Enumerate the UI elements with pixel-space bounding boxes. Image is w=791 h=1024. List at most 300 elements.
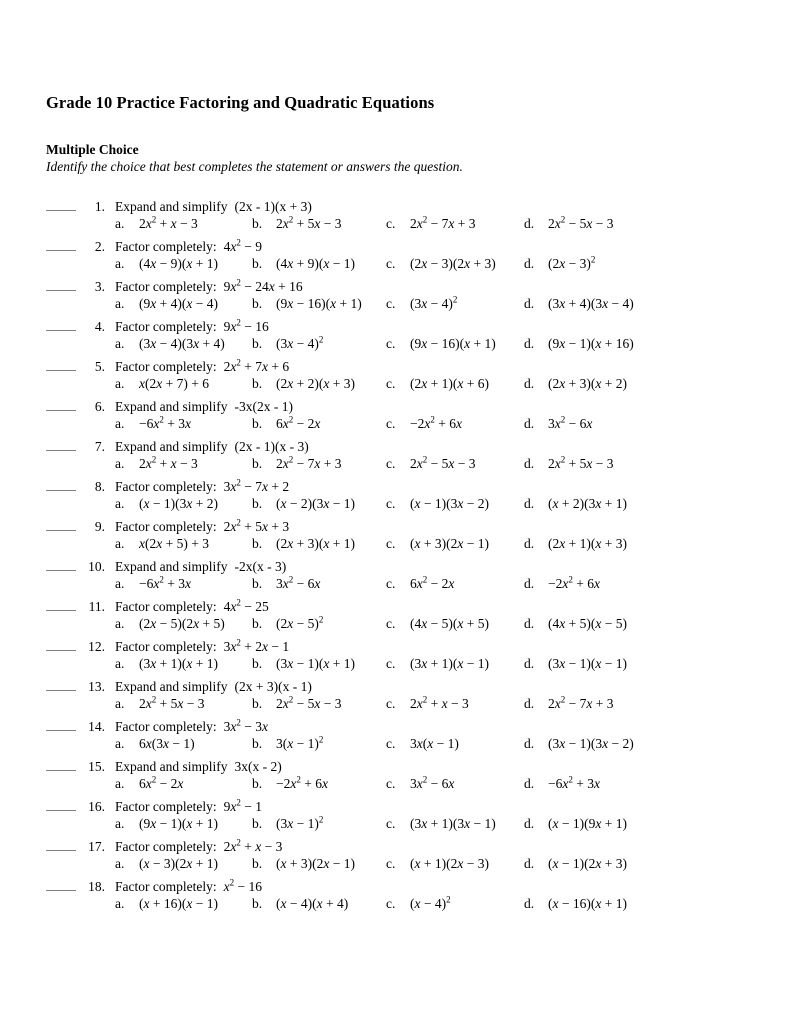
option-letter: c. xyxy=(386,656,396,671)
option-expression: x(2x + 5) + 3 xyxy=(139,536,209,551)
options-row xyxy=(115,256,751,272)
option-expression: (2x + 2)(x + 3) xyxy=(276,376,355,391)
question-prompt: Expand and simplify xyxy=(115,199,228,214)
option-c xyxy=(386,816,524,832)
question-number: 4. xyxy=(94,319,105,334)
option-letter: d. xyxy=(524,656,535,671)
option-letter: c. xyxy=(386,336,396,351)
answer-blank xyxy=(46,278,76,291)
question-expression: $9x^2 - 16$ xyxy=(223,317,269,334)
option-b xyxy=(252,736,386,752)
question-stem-row xyxy=(46,678,751,695)
option-a xyxy=(115,856,252,872)
option-a xyxy=(115,736,252,752)
question-stem xyxy=(115,279,303,294)
option-expression: (x + 3)(2x − 1) xyxy=(410,536,489,551)
option-b xyxy=(252,656,386,672)
option-letter: d. xyxy=(524,496,535,511)
options-row xyxy=(115,336,751,352)
option-expression: $2x^2 - 7x + 3$ xyxy=(548,694,614,711)
answer-blank xyxy=(46,598,76,611)
option-expression: $-2x^2 + 6x$ xyxy=(410,414,462,431)
answer-blank xyxy=(46,798,76,811)
question xyxy=(46,518,751,552)
option-letter: c. xyxy=(386,296,396,311)
option-expression: (2x − 5)(2x + 5) xyxy=(139,616,225,631)
option-expression: $(3x - 4)^2$ xyxy=(276,334,324,351)
question-stem xyxy=(115,719,268,734)
question-stem xyxy=(115,319,269,334)
question-stem xyxy=(115,599,269,614)
option-letter: d. xyxy=(524,816,535,831)
option-expression: $(3x - 4)^2$ xyxy=(410,294,458,311)
question-prompt: Expand and simplify xyxy=(115,679,228,694)
option-a xyxy=(115,296,252,312)
question-stem-row xyxy=(46,558,751,575)
question-expression: $9x^2 - 24x + 16$ xyxy=(223,277,303,294)
question-stem-row xyxy=(46,798,751,815)
option-expression: (4x + 9)(x − 1) xyxy=(276,256,355,271)
option-expression: (9x − 1)(x + 16) xyxy=(548,336,634,351)
option-letter: d. xyxy=(524,616,535,631)
question-stem-row xyxy=(46,398,751,415)
option-expression: (3x + 1)(x + 1) xyxy=(139,656,218,671)
question-expression: $4x^2 - 9$ xyxy=(223,237,262,254)
option-expression: $2x^2 + x - 3$ xyxy=(139,454,198,471)
question xyxy=(46,318,751,352)
option-letter: b. xyxy=(252,296,263,311)
option-letter: b. xyxy=(252,656,263,671)
option-letter: b. xyxy=(252,456,263,471)
option-expression: $6x^2 - 2x$ xyxy=(276,414,321,431)
option-expression: (2x + 1)(x + 3) xyxy=(548,536,627,551)
option-expression: (3x − 4)(3x + 4) xyxy=(139,336,225,351)
option-letter: a. xyxy=(115,536,125,551)
option-a xyxy=(115,256,252,272)
question-stem xyxy=(115,799,262,814)
question xyxy=(46,558,751,592)
options-row xyxy=(115,656,751,672)
question-expression: $x^2 - 16$ xyxy=(223,877,262,894)
question-expression: (2x - 1)(x + 3) xyxy=(234,199,312,214)
option-expression: $3x^2 - 6x$ xyxy=(410,774,455,791)
question-stem xyxy=(115,559,286,574)
option-expression: (4x − 9)(x + 1) xyxy=(139,256,218,271)
question xyxy=(46,438,751,472)
option-letter: d. xyxy=(524,256,535,271)
question-stem xyxy=(115,639,289,654)
option-letter: d. xyxy=(524,736,535,751)
option-d xyxy=(524,496,751,512)
option-letter: a. xyxy=(115,776,125,791)
question-stem-row xyxy=(46,278,751,295)
options-row xyxy=(115,216,751,232)
option-c xyxy=(386,416,524,432)
option-expression: 6x(3x − 1) xyxy=(139,736,195,751)
option-letter: d. xyxy=(524,696,535,711)
option-a xyxy=(115,536,252,552)
option-d xyxy=(524,536,751,552)
option-c xyxy=(386,576,524,592)
question-prompt: Factor completely: xyxy=(115,359,217,374)
option-expression: (3x + 1)(3x − 1) xyxy=(410,816,496,831)
option-expression: (x − 16)(x + 1) xyxy=(548,896,627,911)
question-stem-row xyxy=(46,318,751,335)
question-number: 5. xyxy=(94,359,105,374)
option-expression: $3(x - 1)^2$ xyxy=(276,734,324,751)
options-row xyxy=(115,416,751,432)
option-letter: a. xyxy=(115,456,125,471)
question-stem xyxy=(115,439,309,454)
option-letter: c. xyxy=(386,256,396,271)
answer-blank xyxy=(46,358,76,371)
answer-blank xyxy=(46,198,76,211)
option-b xyxy=(252,576,386,592)
option-expression: (2x + 3)(x + 2) xyxy=(548,376,627,391)
options-row xyxy=(115,776,751,792)
question-stem-row xyxy=(46,238,751,255)
answer-blank xyxy=(46,838,76,851)
question-expression: (2x + 3)(x - 1) xyxy=(234,679,312,694)
question-stem xyxy=(115,399,293,414)
options-row xyxy=(115,696,751,712)
option-letter: a. xyxy=(115,616,125,631)
option-letter: c. xyxy=(386,576,396,591)
option-a xyxy=(115,496,252,512)
option-expression: $(3x - 1)^2$ xyxy=(276,814,324,831)
options-row xyxy=(115,616,751,632)
option-expression: (3x + 4)(3x − 4) xyxy=(548,296,634,311)
question-expression: -2x(x - 3) xyxy=(234,559,287,574)
answer-blank xyxy=(46,878,76,891)
option-letter: d. xyxy=(524,856,535,871)
option-expression: $-6x^2 + 3x$ xyxy=(139,414,191,431)
question-expression: (2x - 1)(x - 3) xyxy=(234,439,309,454)
option-b xyxy=(252,776,386,792)
option-c xyxy=(386,376,524,392)
option-letter: b. xyxy=(252,256,263,271)
option-expression: $6x^2 - 2x$ xyxy=(139,774,184,791)
option-letter: d. xyxy=(524,776,535,791)
question-number: 11. xyxy=(88,599,105,614)
question-stem xyxy=(115,479,289,494)
option-c xyxy=(386,216,524,232)
answer-blank xyxy=(46,518,76,531)
option-letter: d. xyxy=(524,336,535,351)
question-number: 15. xyxy=(88,759,105,774)
option-letter: c. xyxy=(386,216,396,231)
option-a xyxy=(115,456,252,472)
option-c xyxy=(386,896,524,912)
option-b xyxy=(252,216,386,232)
option-letter: d. xyxy=(524,216,535,231)
option-d xyxy=(524,616,751,632)
question-number: 17. xyxy=(88,839,105,854)
question-stem xyxy=(115,359,289,374)
question xyxy=(46,878,751,912)
question-number: 16. xyxy=(88,799,105,814)
question-stem-row xyxy=(46,358,751,375)
option-d xyxy=(524,256,751,272)
option-letter: c. xyxy=(386,536,396,551)
option-a xyxy=(115,376,252,392)
option-expression: $2x^2 + 5x - 3$ xyxy=(139,694,205,711)
question xyxy=(46,198,751,232)
option-b xyxy=(252,896,386,912)
question-number: 18. xyxy=(88,879,105,894)
option-expression: x(2x + 7) + 6 xyxy=(139,376,209,391)
option-letter: a. xyxy=(115,256,125,271)
option-d xyxy=(524,296,751,312)
option-expression: $3x^2 - 6x$ xyxy=(548,414,593,431)
option-c xyxy=(386,856,524,872)
answer-blank xyxy=(46,718,76,731)
question-prompt: Factor completely: xyxy=(115,479,217,494)
option-expression: $2x^2 - 7x + 3$ xyxy=(410,214,476,231)
option-letter: a. xyxy=(115,696,125,711)
option-letter: b. xyxy=(252,536,263,551)
option-expression: (4x − 5)(x + 5) xyxy=(410,616,489,631)
question-prompt: Expand and simplify xyxy=(115,559,228,574)
option-b xyxy=(252,376,386,392)
option-letter: a. xyxy=(115,216,125,231)
option-letter: a. xyxy=(115,496,125,511)
option-expression: (2x − 3)(2x + 3) xyxy=(410,256,496,271)
option-letter: c. xyxy=(386,616,396,631)
option-expression: $2x^2 - 5x - 3$ xyxy=(410,454,476,471)
option-letter: c. xyxy=(386,456,396,471)
option-c xyxy=(386,776,524,792)
option-expression: 3x(x − 1) xyxy=(410,736,459,751)
question xyxy=(46,838,751,872)
question-prompt: Factor completely: xyxy=(115,639,217,654)
option-letter: b. xyxy=(252,696,263,711)
option-expression: (2x + 3)(x + 1) xyxy=(276,536,355,551)
question-stem-row xyxy=(46,518,751,535)
option-expression: (9x − 16)(x + 1) xyxy=(410,336,496,351)
option-expression: $2x^2 + x - 3$ xyxy=(410,694,469,711)
page-title: Grade 10 Practice Factoring and Quadratic Equations xyxy=(46,93,435,112)
question-prompt: Expand and simplify xyxy=(115,439,228,454)
option-letter: a. xyxy=(115,336,125,351)
question-stem xyxy=(115,879,262,894)
options-row xyxy=(115,816,751,832)
question xyxy=(46,678,751,712)
question xyxy=(46,638,751,672)
answer-blank xyxy=(46,758,76,771)
option-b xyxy=(252,336,386,352)
question-number: 12. xyxy=(88,639,105,654)
option-b xyxy=(252,696,386,712)
option-expression: (x − 1)(3x − 2) xyxy=(410,496,489,511)
option-expression: (9x + 4)(x − 4) xyxy=(139,296,218,311)
section-heading: Multiple Choice xyxy=(46,142,139,157)
question-number: 13. xyxy=(88,679,105,694)
option-letter: b. xyxy=(252,576,263,591)
option-d xyxy=(524,336,751,352)
question-number: 2. xyxy=(94,239,105,254)
option-letter: d. xyxy=(524,536,535,551)
options-row xyxy=(115,296,751,312)
option-c xyxy=(386,336,524,352)
question xyxy=(46,598,751,632)
option-expression: $-2x^2 + 6x$ xyxy=(276,774,328,791)
options-row xyxy=(115,896,751,912)
option-letter: a. xyxy=(115,376,125,391)
question-stem-row xyxy=(46,838,751,855)
option-expression: (x − 1)(2x + 3) xyxy=(548,856,627,871)
option-expression: $-2x^2 + 6x$ xyxy=(548,574,600,591)
option-letter: b. xyxy=(252,896,263,911)
option-letter: b. xyxy=(252,616,263,631)
option-c xyxy=(386,256,524,272)
option-letter: b. xyxy=(252,856,263,871)
option-letter: b. xyxy=(252,496,263,511)
question-number: 8. xyxy=(94,479,105,494)
option-expression: $2x^2 - 5x - 3$ xyxy=(548,214,614,231)
option-expression: (x + 2)(3x + 1) xyxy=(548,496,627,511)
option-a xyxy=(115,896,252,912)
question-expression: $3x^2 - 7x + 2$ xyxy=(223,477,290,494)
option-expression: $3x^2 - 6x$ xyxy=(276,574,321,591)
option-b xyxy=(252,856,386,872)
question-number: 14. xyxy=(88,719,105,734)
answer-blank xyxy=(46,558,76,571)
answer-blank xyxy=(46,438,76,451)
question-expression: 3x(x - 2) xyxy=(234,759,282,774)
question-stem xyxy=(115,839,282,854)
option-b xyxy=(252,536,386,552)
option-letter: b. xyxy=(252,776,263,791)
option-expression: $6x^2 - 2x$ xyxy=(410,574,455,591)
question-prompt: Factor completely: xyxy=(115,239,217,254)
option-expression: (9x − 16)(x + 1) xyxy=(276,296,362,311)
question xyxy=(46,358,751,392)
option-expression: $2x^2 + 5x - 3$ xyxy=(276,214,342,231)
option-a xyxy=(115,776,252,792)
option-letter: b. xyxy=(252,736,263,751)
option-expression: (3x − 1)(3x − 2) xyxy=(548,736,634,751)
option-a xyxy=(115,656,252,672)
question xyxy=(46,758,751,792)
option-letter: b. xyxy=(252,336,263,351)
option-a xyxy=(115,416,252,432)
option-letter: d. xyxy=(524,416,535,431)
answer-blank xyxy=(46,478,76,491)
section-instructions: Identify the choice that best completes the statement or answers the question. xyxy=(46,159,463,174)
question xyxy=(46,718,751,752)
question-stem xyxy=(115,199,312,214)
option-letter: a. xyxy=(115,896,125,911)
question-prompt: Factor completely: xyxy=(115,519,217,534)
question-stem-row xyxy=(46,598,751,615)
question-expression: $2x^2 + x - 3$ xyxy=(223,837,283,854)
option-letter: a. xyxy=(115,416,125,431)
question-stem-row xyxy=(46,638,751,655)
option-d xyxy=(524,376,751,392)
option-a xyxy=(115,576,252,592)
option-letter: c. xyxy=(386,816,396,831)
answer-blank xyxy=(46,238,76,251)
option-expression: $2x^2 + x - 3$ xyxy=(139,214,198,231)
question-expression: $4x^2 - 25$ xyxy=(223,597,269,614)
question-number: 9. xyxy=(94,519,105,534)
question-expression: $9x^2 - 1$ xyxy=(223,797,262,814)
option-d xyxy=(524,856,751,872)
option-expression: (x − 1)(3x + 2) xyxy=(139,496,218,511)
answer-blank xyxy=(46,318,76,331)
option-letter: d. xyxy=(524,456,535,471)
question-prompt: Factor completely: xyxy=(115,719,217,734)
option-letter: b. xyxy=(252,816,263,831)
question-number: 3. xyxy=(94,279,105,294)
option-d xyxy=(524,776,751,792)
question-expression: $2x^2 + 5x + 3$ xyxy=(223,517,290,534)
answer-blank xyxy=(46,678,76,691)
question-prompt: Factor completely: xyxy=(115,599,217,614)
question-number: 7. xyxy=(94,439,105,454)
option-d xyxy=(524,216,751,232)
answer-blank xyxy=(46,638,76,651)
option-c xyxy=(386,296,524,312)
options-row xyxy=(115,536,751,552)
option-d xyxy=(524,456,751,472)
option-letter: a. xyxy=(115,736,125,751)
question-number: 6. xyxy=(94,399,105,414)
option-expression: $(x - 4)^2$ xyxy=(410,894,451,911)
question-prompt: Factor completely: xyxy=(115,879,217,894)
question-expression: $3x^2 - 3x$ xyxy=(223,717,268,734)
option-c xyxy=(386,496,524,512)
option-expression: (x + 3)(2x − 1) xyxy=(276,856,355,871)
option-expression: (x + 16)(x − 1) xyxy=(139,896,218,911)
option-expression: (3x + 1)(x − 1) xyxy=(410,656,489,671)
question-stem-row xyxy=(46,478,751,495)
question-prompt: Expand and simplify xyxy=(115,399,228,414)
option-expression: $-6x^2 + 3x$ xyxy=(139,574,191,591)
option-letter: c. xyxy=(386,896,396,911)
option-d xyxy=(524,896,751,912)
option-letter: c. xyxy=(386,856,396,871)
option-expression: (3x − 1)(x − 1) xyxy=(548,656,627,671)
question-stem-row xyxy=(46,878,751,895)
question-number: 1. xyxy=(94,199,105,214)
options-row xyxy=(115,496,751,512)
question-expression: -3x(2x - 1) xyxy=(234,399,293,414)
option-expression: $-6x^2 + 3x$ xyxy=(548,774,600,791)
option-b xyxy=(252,616,386,632)
question-prompt: Factor completely: xyxy=(115,279,217,294)
question-prompt: Factor completely: xyxy=(115,319,217,334)
option-letter: a. xyxy=(115,816,125,831)
option-expression: $2x^2 - 5x - 3$ xyxy=(276,694,342,711)
question-stem-row xyxy=(46,718,751,735)
option-b xyxy=(252,496,386,512)
option-expression: (x − 4)(x + 4) xyxy=(276,896,349,911)
option-letter: d. xyxy=(524,896,535,911)
options-row xyxy=(115,736,751,752)
option-expression: (2x + 1)(x + 6) xyxy=(410,376,489,391)
option-letter: b. xyxy=(252,376,263,391)
question-stem-row xyxy=(46,758,751,775)
option-letter: c. xyxy=(386,776,396,791)
option-expression: (x − 3)(2x + 1) xyxy=(139,856,218,871)
answer-blank xyxy=(46,398,76,411)
option-a xyxy=(115,616,252,632)
option-c xyxy=(386,616,524,632)
option-c xyxy=(386,696,524,712)
question-stem xyxy=(115,239,262,254)
